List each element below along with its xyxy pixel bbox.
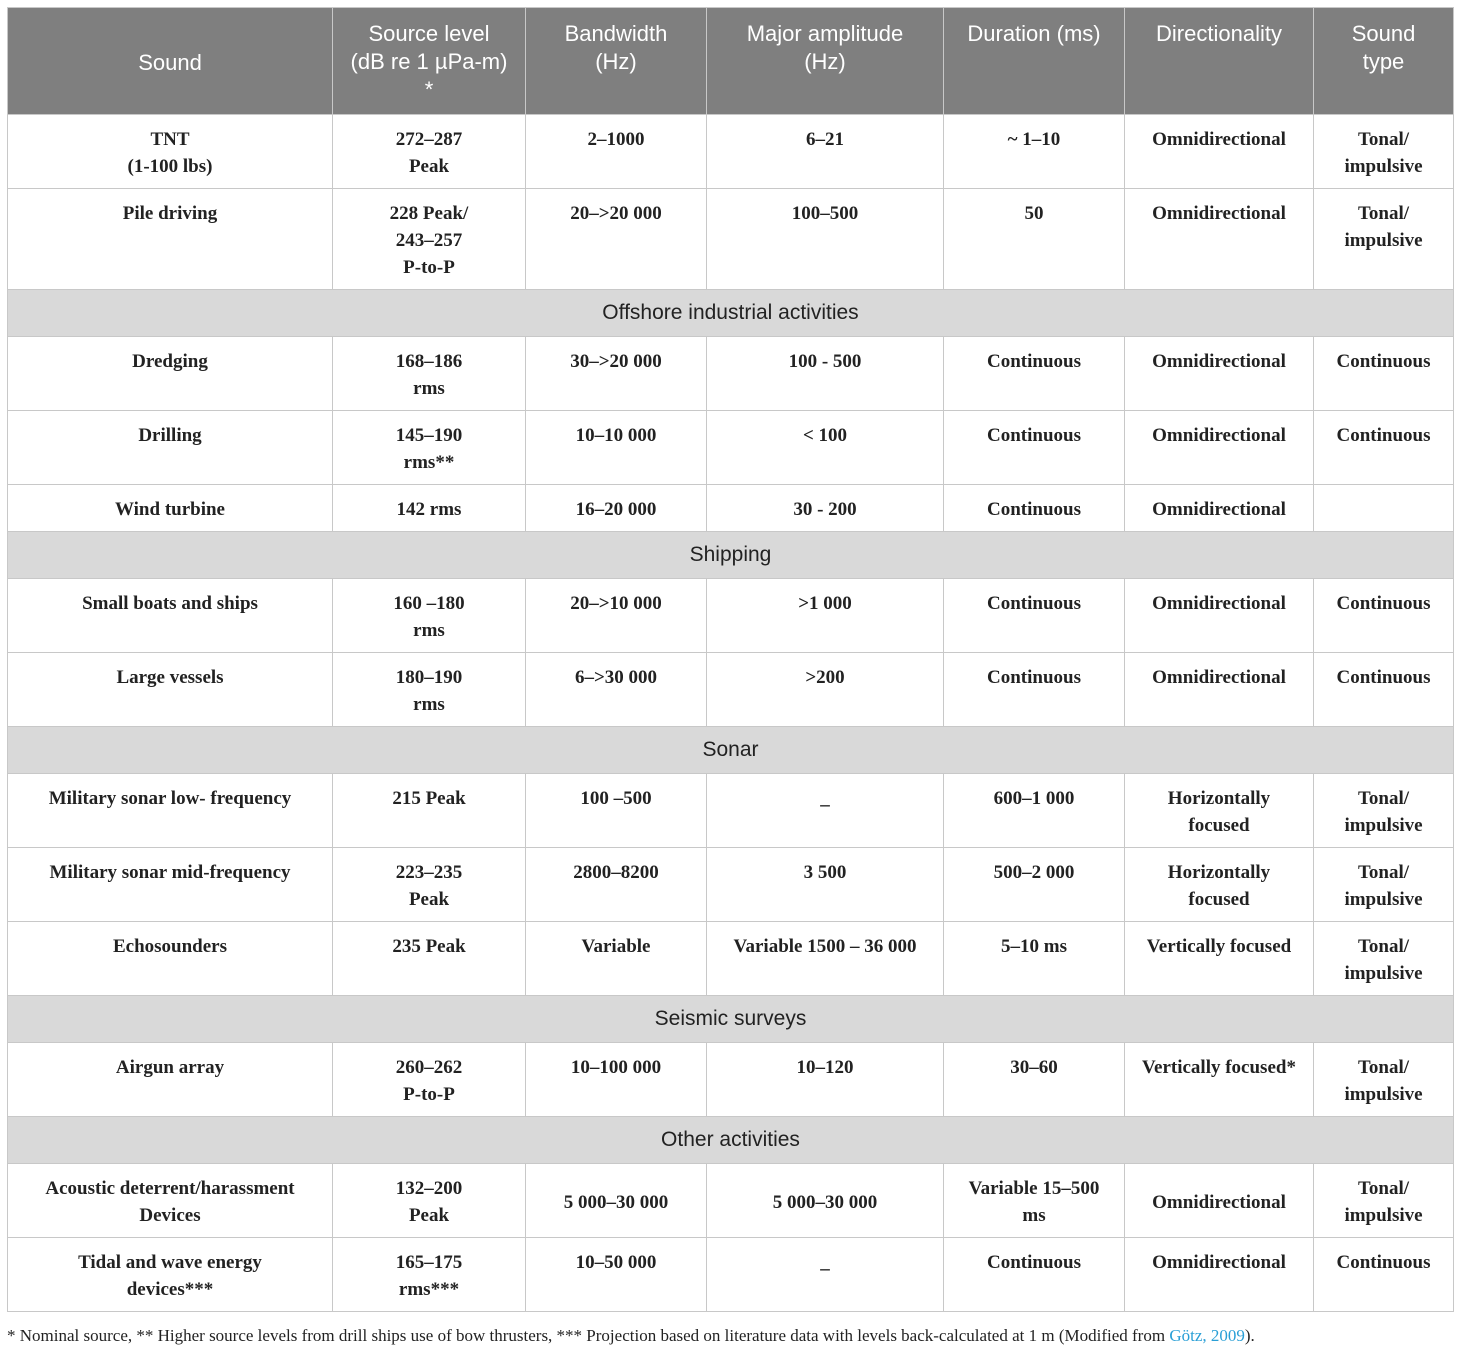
table-cell: 168–186 rms <box>333 337 526 411</box>
table-cell: 50 <box>944 189 1125 290</box>
table-cell: 16–20 000 <box>526 485 707 532</box>
table-cell: 235 Peak <box>333 922 526 996</box>
table-row <box>8 1238 1454 1312</box>
table-cell: Horizontally focused <box>1125 774 1314 848</box>
table-cell: Horizontally focused <box>1125 848 1314 922</box>
table-cell: Omnidirectional <box>1125 337 1314 411</box>
section-row <box>8 996 1454 1043</box>
table-cell <box>1314 485 1454 532</box>
table-cell: Tonal/ impulsive <box>1314 848 1454 922</box>
table-cell: Continuous <box>944 1238 1125 1312</box>
table-cell: Variable <box>526 922 707 996</box>
table-cell: 10–120 <box>707 1043 944 1117</box>
table-cell: 6–>30 000 <box>526 653 707 727</box>
table-row <box>8 411 1454 485</box>
table-cell: 260–262 P-to-P <box>333 1043 526 1117</box>
table-cell: Omnidirectional <box>1125 411 1314 485</box>
table-row <box>8 337 1454 411</box>
table-cell: Military sonar mid-frequency <box>8 848 333 922</box>
table-row <box>8 579 1454 653</box>
col-header-sound-type: Sound type <box>1314 8 1454 115</box>
table-cell: Echosounders <box>8 922 333 996</box>
table-cell: Omnidirectional <box>1125 485 1314 532</box>
table-cell: 2–1000 <box>526 115 707 189</box>
table-cell: Continuous <box>1314 653 1454 727</box>
section-row <box>8 1117 1454 1164</box>
table-cell: Continuous <box>944 337 1125 411</box>
table-cell: 20–>10 000 <box>526 579 707 653</box>
table-cell: Continuous <box>944 485 1125 532</box>
section-row <box>8 290 1454 337</box>
table-row <box>8 1164 1454 1238</box>
table-cell: 5–10 ms <box>944 922 1125 996</box>
table-cell: 30–60 <box>944 1043 1125 1117</box>
table-cell: 2800–8200 <box>526 848 707 922</box>
table-cell: Tonal/ impulsive <box>1314 774 1454 848</box>
table-cell: 10–100 000 <box>526 1043 707 1117</box>
table-cell: 228 Peak/ 243–257 P-to-P <box>333 189 526 290</box>
table-cell: 6–21 <box>707 115 944 189</box>
table-cell: >1 000 <box>707 579 944 653</box>
section-heading: Offshore industrial activities <box>8 290 1454 337</box>
table-cell: Omnidirectional <box>1125 1238 1314 1312</box>
table-cell: 600–1 000 <box>944 774 1125 848</box>
table-row <box>8 115 1454 189</box>
table-cell: 160 –180 rms <box>333 579 526 653</box>
table-cell: Pile driving <box>8 189 333 290</box>
table-cell: _ <box>707 1238 944 1312</box>
table-cell: 5 000–30 000 <box>526 1164 707 1238</box>
table-cell: Continuous <box>1314 411 1454 485</box>
table-row <box>8 848 1454 922</box>
table-cell: Tonal/ impulsive <box>1314 922 1454 996</box>
table-cell: 100–500 <box>707 189 944 290</box>
table-cell: 5 000–30 000 <box>707 1164 944 1238</box>
table-cell: Continuous <box>944 579 1125 653</box>
table-cell: Omnidirectional <box>1125 1164 1314 1238</box>
table-cell: Continuous <box>944 411 1125 485</box>
table-cell: ~ 1–10 <box>944 115 1125 189</box>
table-cell: 30 - 200 <box>707 485 944 532</box>
table-cell: Military sonar low- frequency <box>8 774 333 848</box>
sound-sources-table <box>7 7 1454 1312</box>
table-cell: 20–>20 000 <box>526 189 707 290</box>
section-row <box>8 727 1454 774</box>
table-cell: Tonal/ impulsive <box>1314 115 1454 189</box>
table-cell: _ <box>707 774 944 848</box>
table-cell: Tonal/ impulsive <box>1314 1043 1454 1117</box>
table-cell: 3 500 <box>707 848 944 922</box>
table-cell: Large vessels <box>8 653 333 727</box>
table-cell: Acoustic deterrent/harassment Devices <box>8 1164 333 1238</box>
table-cell: 145–190 rms** <box>333 411 526 485</box>
col-header-duration: Duration (ms) <box>944 8 1125 115</box>
table-row <box>8 485 1454 532</box>
table-cell: 223–235 Peak <box>333 848 526 922</box>
table-cell: 500–2 000 <box>944 848 1125 922</box>
table-cell: 165–175 rms*** <box>333 1238 526 1312</box>
table-cell: Variable 15–500 ms <box>944 1164 1125 1238</box>
table-row <box>8 653 1454 727</box>
table-cell: Airgun array <box>8 1043 333 1117</box>
section-row <box>8 532 1454 579</box>
table-cell: Dredging <box>8 337 333 411</box>
table-row <box>8 922 1454 996</box>
table-cell: TNT (1-100 lbs) <box>8 115 333 189</box>
table-cell: 100 - 500 <box>707 337 944 411</box>
table-cell: Drilling <box>8 411 333 485</box>
table-cell: Tidal and wave energy devices*** <box>8 1238 333 1312</box>
footnote-end: ). <box>1244 1326 1255 1345</box>
table-cell: Wind turbine <box>8 485 333 532</box>
citation-link[interactable]: Götz, 2009 <box>1169 1326 1245 1345</box>
table-cell: Tonal/ impulsive <box>1314 1164 1454 1238</box>
table-cell: 272–287 Peak <box>333 115 526 189</box>
table-cell: Tonal/ impulsive <box>1314 189 1454 290</box>
table-cell: Small boats and ships <box>8 579 333 653</box>
col-header-major-amplitude: Major amplitude (Hz) <box>707 8 944 115</box>
table-cell: Continuous <box>1314 1238 1454 1312</box>
table-row <box>8 774 1454 848</box>
section-heading: Shipping <box>8 532 1454 579</box>
table-cell: 10–50 000 <box>526 1238 707 1312</box>
table-cell: Continuous <box>1314 337 1454 411</box>
section-heading: Seismic surveys <box>8 996 1454 1043</box>
table-cell: 215 Peak <box>333 774 526 848</box>
table-cell: 180–190 rms <box>333 653 526 727</box>
table-cell: Omnidirectional <box>1125 653 1314 727</box>
table-cell: Continuous <box>1314 579 1454 653</box>
col-header-source-level: Source level (dB re 1 µPa-m) * <box>333 8 526 115</box>
table-cell: 132–200 Peak <box>333 1164 526 1238</box>
table-cell: >200 <box>707 653 944 727</box>
header-row <box>8 8 1454 115</box>
table-cell: Omnidirectional <box>1125 579 1314 653</box>
table-cell: 100 –500 <box>526 774 707 848</box>
table-body <box>8 115 1454 1312</box>
footnote-text: * Nominal source, ** Higher source levels from drill ships use of bow thrusters, *** Projection based on literature data with levels back-calculated at 1 m (Modified from <box>7 1326 1170 1345</box>
table-row <box>8 1043 1454 1117</box>
table-cell: Continuous <box>944 653 1125 727</box>
table-cell: Vertically focused <box>1125 922 1314 996</box>
table-cell: Omnidirectional <box>1125 115 1314 189</box>
table-cell: Vertically focused* <box>1125 1043 1314 1117</box>
col-header-directionality: Directionality <box>1125 8 1314 115</box>
col-header-bandwidth: Bandwidth (Hz) <box>526 8 707 115</box>
table-cell: 10–10 000 <box>526 411 707 485</box>
col-header-sound: Sound <box>8 8 333 115</box>
table-cell: < 100 <box>707 411 944 485</box>
table-footnote <box>7 1326 1255 1346</box>
table-cell: Variable 1500 – 36 000 <box>707 922 944 996</box>
section-heading: Sonar <box>8 727 1454 774</box>
table-cell: 30–>20 000 <box>526 337 707 411</box>
table-cell: 142 rms <box>333 485 526 532</box>
section-heading: Other activities <box>8 1117 1454 1164</box>
table-cell: Omnidirectional <box>1125 189 1314 290</box>
table-row <box>8 189 1454 290</box>
